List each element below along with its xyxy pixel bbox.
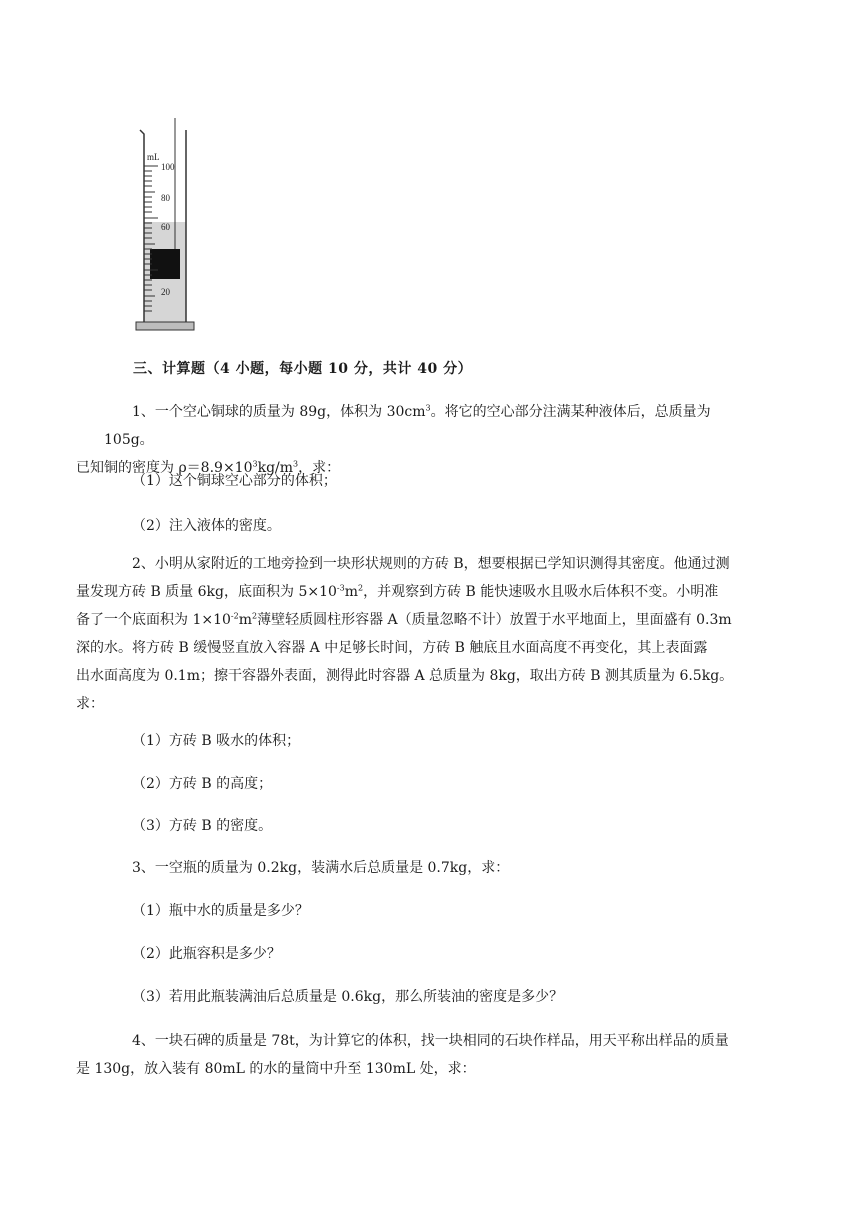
unit-label: mL: [147, 152, 160, 162]
q2-superscript: 2: [251, 611, 258, 621]
submerged-block: [150, 249, 180, 279]
q1-superscript: 3: [252, 459, 258, 469]
q1-subquestion-1: （1）这个铜球空心部分的体积；: [132, 473, 337, 489]
q2-text: ，并观察到方砖 B 能快速吸水且吸水后体积不变。小明准: [363, 584, 719, 600]
scale-label-20: 20: [161, 287, 170, 297]
q1-subquestion-2: （2）注入液体的密度。: [132, 518, 281, 534]
question-2-stem: [76, 550, 764, 718]
q1-superscript: 3: [425, 403, 431, 413]
q1-text: ，求：: [298, 460, 341, 476]
q2-subquestion-2: （2）方砖 B 的高度；: [132, 776, 273, 792]
q3-subquestion-1: （1）瓶中水的质量是多少？: [132, 903, 309, 919]
cylinder-base: [136, 322, 194, 330]
q4-text: 是 130g，放入装有 80mL 的水的量筒中升至 130mL 处，求：: [76, 1061, 476, 1077]
scale-label-80: 80: [161, 193, 170, 203]
q2-superscript: 2: [357, 583, 364, 593]
q2-text: 2、小明从家附近的工地旁捡到一块形状规则的方砖 B，想要根据已学知识测得其密度。他通过测: [132, 556, 730, 572]
q1-text: kg/m: [257, 460, 294, 476]
q1-superscript: 3: [293, 459, 299, 469]
q1-text: 已知铜的密度为 ρ＝8.9×10: [76, 460, 253, 476]
q3-subquestion-2: （2）此瓶容积是多少？: [132, 946, 281, 962]
q2-subquestion-1: （1）方砖 B 吸水的体积；: [132, 733, 301, 749]
q2-text: 量发现方砖 B 质量 6kg，底面积为 5×10: [76, 584, 337, 600]
q2-superscript: -3: [336, 583, 345, 593]
q1-text: 1、一个空心铜球的质量为 89g，体积为 30cm: [132, 404, 426, 420]
graduated-cylinder-figure: [128, 118, 208, 334]
question-3-stem: 3、一空瓶的质量为 0.2kg，装满水后总质量是 0.7kg，求：: [132, 860, 510, 876]
q2-text: 深的水。将方砖 B 缓慢竖直放入容器 A 中足够长时间，方砖 B 触底且水面高度不再变化，其上表面露: [76, 640, 708, 656]
q1-text: 。将它的空心部分注满某种液体后，总质量为 105g。: [104, 404, 711, 448]
question-4-stem: [76, 1027, 764, 1083]
q2-superscript: -2: [230, 611, 239, 621]
q2-text: 备了一个底面积为 1×10: [76, 612, 231, 628]
scale-label-60: 60: [161, 222, 170, 232]
q2-text: m: [238, 612, 252, 628]
scale-label-100: 100: [161, 162, 175, 172]
q2-subquestion-3: （3）方砖 B 的密度。: [132, 818, 273, 834]
q2-text: 薄壁轻质圆柱形容器 A（质量忽略不计）放置于水平地面上，里面盛有 0.3m: [257, 612, 732, 628]
q3-subquestion-3: （3）若用此瓶装满油后总质量是 0.6kg，那么所装油的密度是多少？: [132, 989, 564, 1005]
q2-text: m: [344, 584, 358, 600]
q2-text: 求：: [76, 696, 104, 712]
q2-text: 出水面高度为 0.1m；擦干容器外表面，测得此时容器 A 总质量为 8kg，取出方砖 B 测其质量为 6.5kg。: [76, 668, 734, 684]
section-title: 三、计算题（4 小题，每小题 10 分，共计 40 分）: [133, 361, 473, 377]
q4-text: 4、一块石碑的质量是 78t，为计算它的体积，找一块相同的石块作样品，用天平称出样品的质量: [132, 1033, 729, 1049]
